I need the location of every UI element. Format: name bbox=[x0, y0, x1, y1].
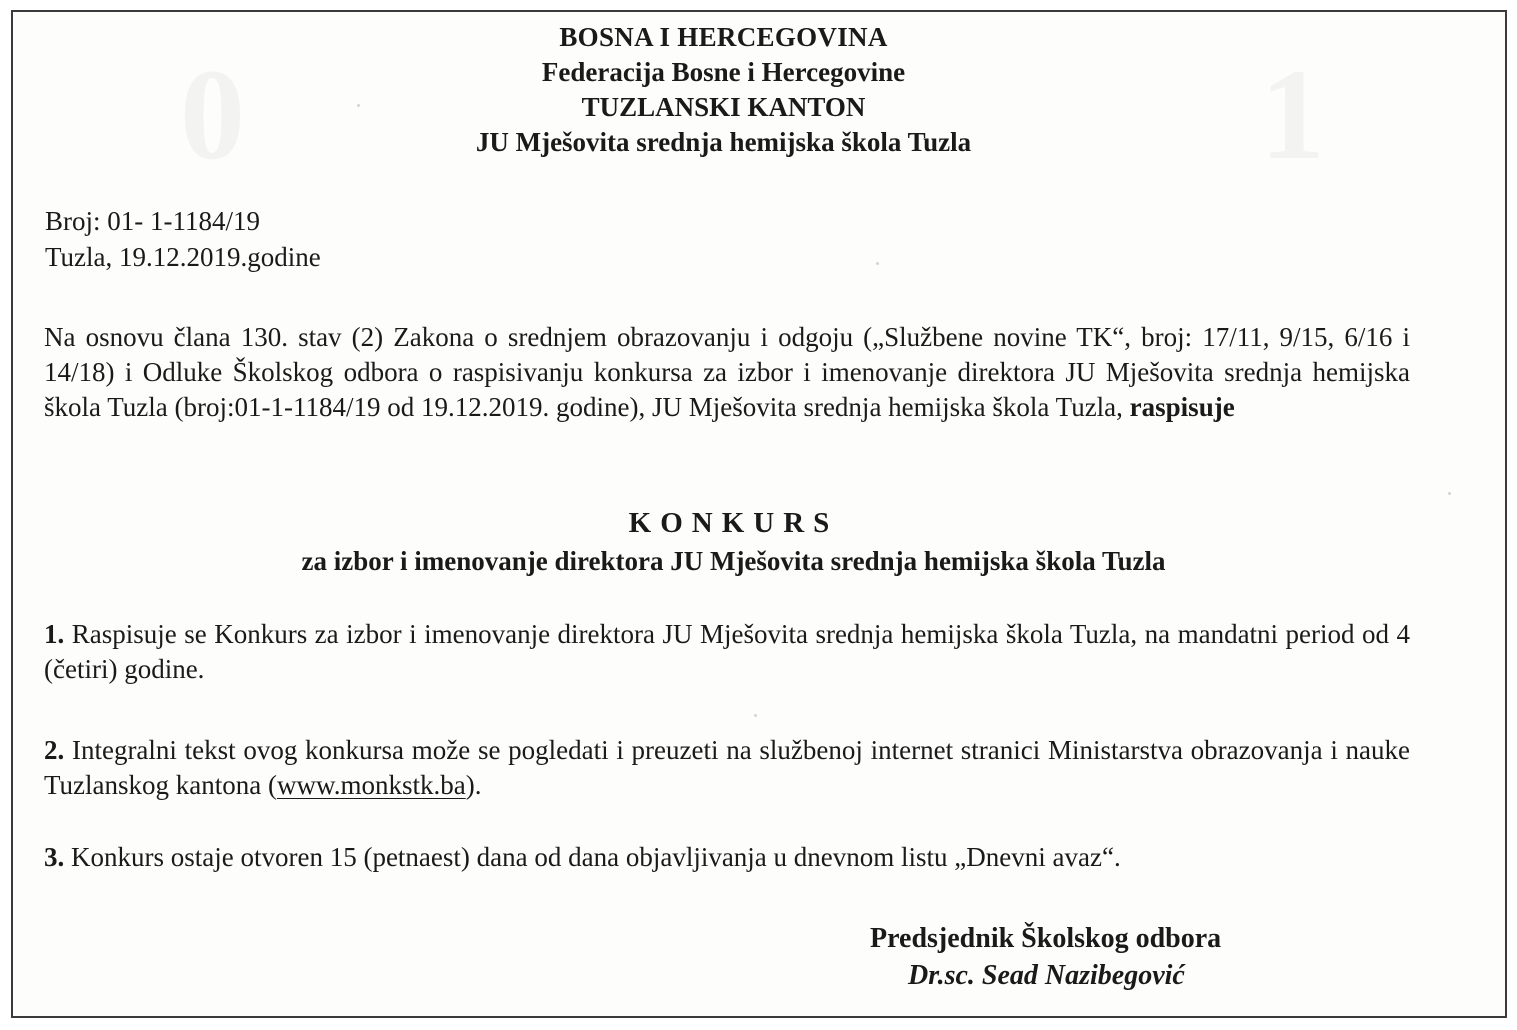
signature-role: Predsjednik Školskog odbora bbox=[870, 923, 1222, 954]
list-item bbox=[44, 733, 1410, 803]
item-text: Konkurs ostaje otvoren 15 (petnaest) dana od dana objavljivanja u dnevnom listu „Dnevni avaz“. bbox=[64, 842, 1121, 872]
header-canton: TUZLANSKI KANTON bbox=[581, 92, 866, 122]
intro-emphasis: raspisuje bbox=[1129, 392, 1235, 422]
faded-background-mark: 1 bbox=[1260, 43, 1333, 187]
item-text-after: ). bbox=[465, 770, 482, 800]
faded-background-mark: 0 bbox=[180, 43, 253, 187]
item-text: Raspisuje se Konkurs za izbor i imenovanje direktora JU Mješovita srednja hemijska škola Tuzla, na mandatni period od 4 (četiri) godine. bbox=[44, 619, 1410, 684]
scan-speck bbox=[876, 262, 879, 265]
header-institution: JU Mješovita srednja hemijska škola Tuzla bbox=[475, 127, 972, 157]
item-number: 1. bbox=[44, 619, 65, 649]
document-meta bbox=[45, 203, 321, 275]
ministry-website-link[interactable]: www.monkstk.ba bbox=[276, 770, 466, 800]
header-federation: Federacija Bosne i Hercegovine bbox=[541, 57, 906, 87]
document-number: Broj: 01- 1-1184/19 bbox=[45, 206, 260, 236]
list-item bbox=[44, 617, 1410, 687]
list-item bbox=[44, 840, 1410, 875]
item-number: 2. bbox=[44, 735, 65, 765]
intro-paragraph bbox=[44, 320, 1410, 425]
intro-text: Na osnovu člana 130. stav (2) Zakona o srednjem obrazovanju i odgoju („Službene novine TK“, broj: 17/11, 9/15, 6/16 i 14/18) i Odluke Školskog odbora o raspisivanju konkursa za izbor i imenovanje direktora JU Mješovita srednja hemijska škola Tuzla (broj:01-1-1184/19 od 19.12.2019. godine), JU Mješovita srednja hemijska škola Tuzla, bbox=[44, 322, 1410, 422]
document-header bbox=[0, 20, 1457, 160]
signature-block bbox=[870, 920, 1290, 994]
document-place-date: Tuzla, 19.12.2019.godine bbox=[45, 242, 321, 272]
item-text: Integralni tekst ovog konkursa može se pogledati i preuzeti na službenoj internet stranici Ministarstva obrazovanja i nauke Tuzlanskog kantona ( bbox=[44, 735, 1410, 800]
item-number: 3. bbox=[44, 842, 65, 872]
konkurs-subtitle: za izbor i imenovanje direktora JU Mješovita srednja hemijska škola Tuzla bbox=[301, 546, 1166, 576]
signature-name: Dr.sc. Sead Nazibegović bbox=[908, 960, 1185, 991]
scan-speck bbox=[754, 714, 757, 717]
konkurs-title: KONKURS bbox=[628, 507, 839, 539]
header-country: BOSNA I HERCEGOVINA bbox=[559, 22, 888, 52]
scan-speck bbox=[1448, 492, 1451, 495]
